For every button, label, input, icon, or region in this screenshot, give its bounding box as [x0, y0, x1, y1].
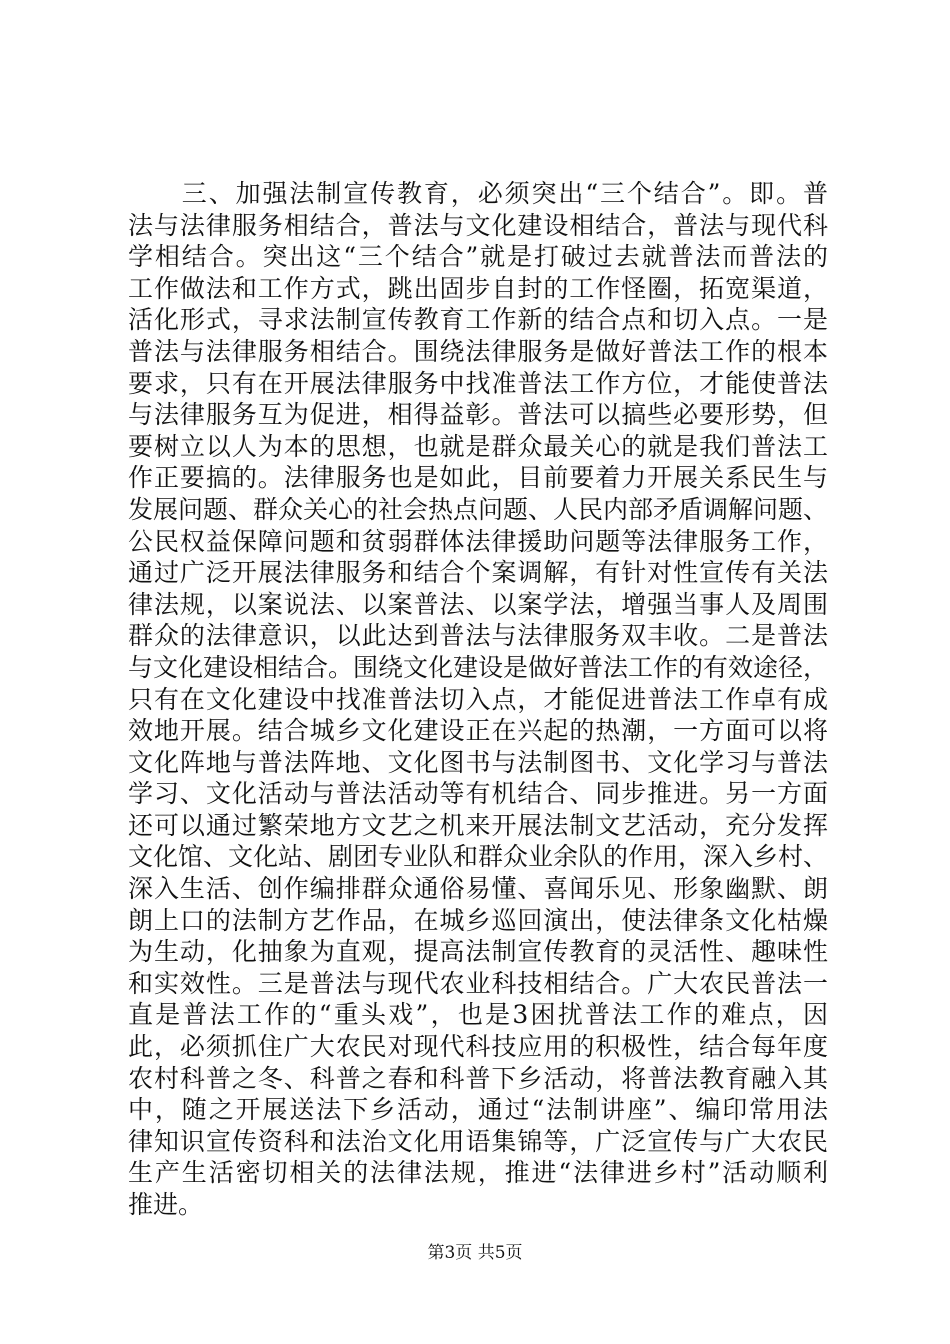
text-line: 还可以通过繁荣地方文艺之机来开展法制文艺活动，充分发挥: [128, 810, 828, 840]
text-line: 要树立以人为本的思想，也就是群众最关心的就是我们普法工: [128, 431, 828, 461]
text-line: 生产生活密切相关的法律法规，推进“法律进乡村”活动顺利: [128, 1158, 828, 1188]
body-paragraph: [128, 178, 828, 1221]
text-line: 推进。: [128, 1190, 204, 1219]
text-line: 作正要搞的。法律服务也是如此，目前要着力开展关系民生与: [128, 463, 828, 493]
text-line: 中，随之开展送法下乡活动，通过“法制讲座”、编印常用法: [128, 1095, 828, 1125]
text-line: 律法规，以案说法、以案普法、以案学法，增强当事人及周围: [128, 589, 828, 619]
text-line: 与文化建设相结合。围绕文化建设是做好普法工作的有效途径，: [128, 652, 828, 682]
text-line: 直是普法工作的“重头戏”，也是3困扰普法工作的难点，因: [128, 1000, 828, 1030]
text-line: 效地开展。结合城乡文化建设正在兴起的热潮，一方面可以将: [128, 716, 828, 746]
text-line: 与法律服务互为促进，相得益彰。普法可以搞些必要形势，但: [128, 400, 828, 430]
text-line: 公民权益保障问题和贫弱群体法律援助问题等法律服务工作，: [128, 526, 828, 556]
text-line: 文化馆、文化站、剧团专业队和群众业余队的作用，深入乡村、: [128, 842, 828, 872]
text-line: 学习、文化活动与普法活动等有机结合、同步推进。另一方面: [128, 779, 828, 809]
text-line: 学相结合。突出这“三个结合”就是打破过去就普法而普法的: [128, 242, 828, 272]
text-line: 和实效性。三是普法与现代农业科技相结合。广大农民普法一: [128, 968, 828, 998]
text-line: 通过广泛开展法律服务和结合个案调解，有针对性宣传有关法: [128, 558, 828, 588]
text-line: 普法与法律服务相结合。围绕法律服务是做好普法工作的根本: [128, 336, 828, 366]
text-line: 为生动，化抽象为直观，提高法制宣传教育的灵活性、趣味性: [128, 937, 828, 967]
text-line: 深入生活、创作编排群众通俗易懂、喜闻乐见、形象幽默、朗: [128, 874, 828, 904]
text-line: 三、加强法制宣传教育，必须突出“三个结合”。即。普: [128, 179, 828, 208]
text-line: 朗上口的法制方艺作品，在城乡巡回演出，使法律条文化枯燥: [128, 905, 828, 935]
text-line: 此，必须抓住广大农民对现代科技应用的积极性，结合每年度: [128, 1032, 828, 1062]
text-line: 发展问题、群众关心的社会热点问题、人民内部矛盾调解问题、: [128, 494, 828, 524]
text-line: 群众的法律意识，以此达到普法与法律服务双丰收。二是普法: [128, 621, 828, 651]
text-line: 农村科普之冬、科普之春和科普下乡活动，将普法教育融入其: [128, 1063, 828, 1093]
text-line: 工作做法和工作方式，跳出固步自封的工作怪圈，拓宽渠道，: [128, 273, 828, 303]
text-line: 文化阵地与普法阵地、文化图书与法制图书、文化学习与普法: [128, 747, 828, 777]
text-line: 律知识宣传资科和法治文化用语集锦等，广泛宣传与广大农民: [128, 1126, 828, 1156]
text-line: 活化形式，寻求法制宣传教育工作新的结合点和切入点。一是: [128, 305, 828, 335]
text-line: 要求，只有在开展法律服务中找准普法工作方位，才能使普法: [128, 368, 828, 398]
text-line: 法与法律服务相结合，普法与文化建设相结合，普法与现代科: [128, 210, 828, 240]
page-number: 第3页 共5页: [427, 1243, 523, 1263]
text-line: 只有在文化建设中找准普法切入点，才能促进普法工作卓有成: [128, 684, 828, 714]
page-footer: [0, 1242, 950, 1264]
